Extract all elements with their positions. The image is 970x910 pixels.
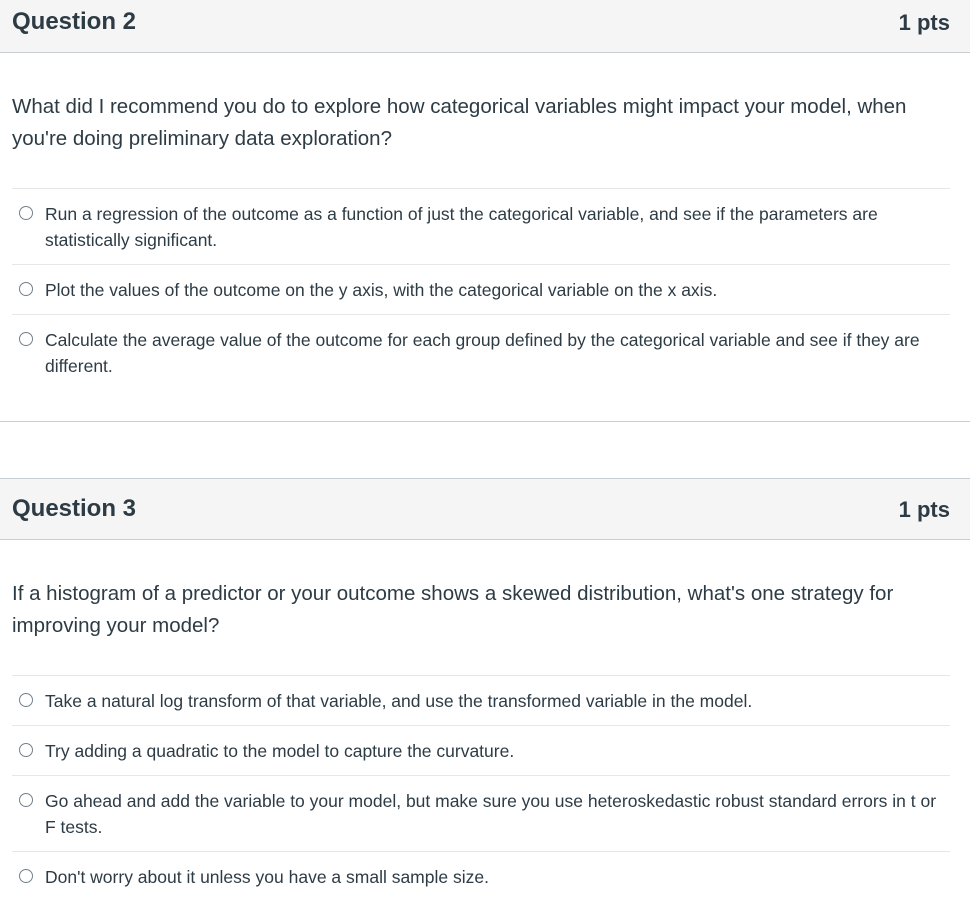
radio-button[interactable] — [19, 332, 33, 346]
answer-label: Plot the values of the outcome on the y axis, with the categorical variable on the x axis. — [45, 280, 718, 300]
answer-option[interactable] — [12, 188, 950, 264]
answer-option[interactable] — [12, 314, 950, 390]
radio-button[interactable] — [19, 693, 33, 707]
answer-option[interactable] — [12, 675, 950, 725]
question-title: Question 2 — [12, 8, 137, 35]
question-2 — [0, 0, 970, 422]
answer-label: Run a regression of the outcome as a function of just the categorical variable, and see if the parameters are statistically significant. — [45, 204, 878, 250]
answer-label: Go ahead and add the variable to your model, but make sure you use heteroskedastic robust standard errors in t or F tests. — [45, 791, 937, 837]
question-header — [0, 478, 970, 540]
question-text: If a histogram of a predictor or your outcome shows a skewed distribution, what's one strategy for improving your model? — [12, 582, 894, 637]
question-header — [0, 0, 970, 53]
question-text: What did I recommend you do to explore how categorical variables might impact your model, when you're doing preliminary data exploration? — [12, 95, 907, 150]
answer-option[interactable] — [12, 264, 950, 314]
question-points: 1 pts — [898, 10, 950, 35]
answer-option[interactable] — [12, 851, 950, 901]
answer-list — [12, 188, 950, 390]
question-points: 1 pts — [898, 497, 950, 522]
question-title: Question 3 — [12, 495, 137, 522]
answer-list — [12, 675, 950, 901]
answer-label: Take a natural log transform of that variable, and use the transformed variable in the model. — [45, 691, 753, 711]
radio-button[interactable] — [19, 869, 33, 883]
radio-button[interactable] — [19, 282, 33, 296]
answer-label: Don't worry about it unless you have a small sample size. — [45, 867, 489, 887]
question-3 — [0, 478, 970, 910]
answer-option[interactable] — [12, 775, 950, 851]
answer-label: Try adding a quadratic to the model to capture the curvature. — [45, 741, 515, 761]
radio-button[interactable] — [19, 206, 33, 220]
answer-option[interactable] — [12, 725, 950, 775]
radio-button[interactable] — [19, 743, 33, 757]
answer-label: Calculate the average value of the outcome for each group defined by the categorical variable and see if they are different. — [45, 330, 920, 376]
radio-button[interactable] — [19, 793, 33, 807]
